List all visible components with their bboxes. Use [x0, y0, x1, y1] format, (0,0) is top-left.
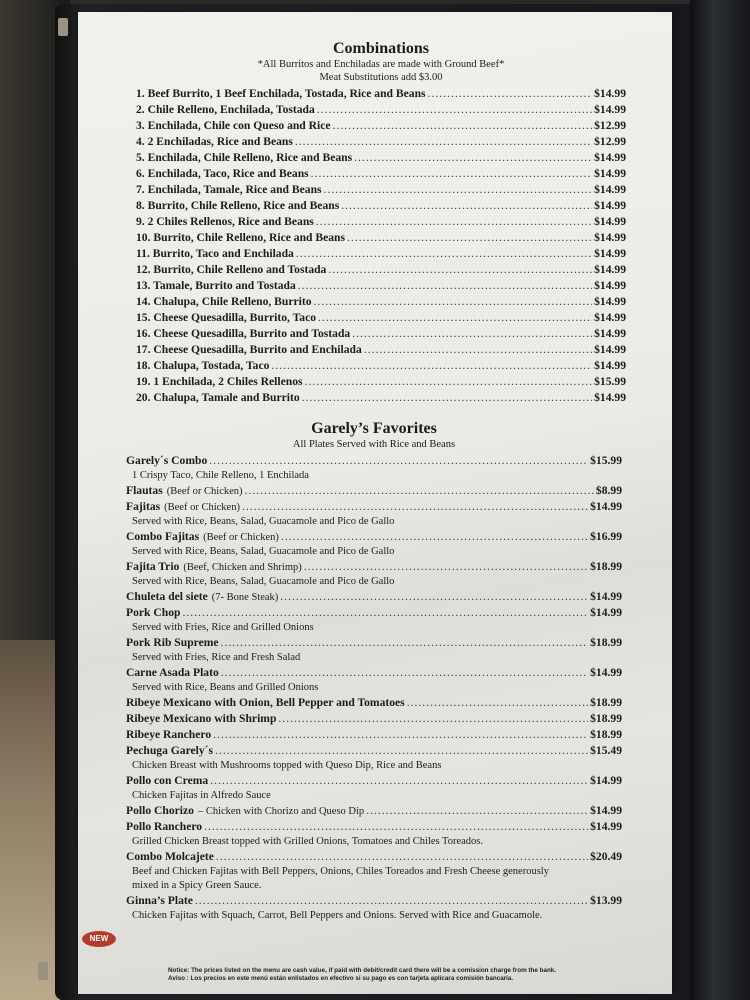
menu-item-name: 7. Enchilada, Tamale, Rice and Beans — [136, 183, 322, 196]
leader-dots — [215, 743, 588, 759]
section-note: All Plates Served with Rice and Beans — [292, 439, 456, 450]
menu-item — [126, 695, 622, 711]
leader-dots — [354, 150, 592, 166]
menu-item-name: Garely´s Combo — [126, 454, 208, 467]
leader-dots — [210, 773, 588, 789]
menu-item-note: (7- Bone Steak) — [211, 592, 279, 603]
menu-item-name: 1. Beef Burrito, 1 Beef Enchilada, Tostada, Rice and Beans — [136, 87, 426, 100]
menu-item-name: 5. Enchilada, Chile Relleno, Rice and Beans — [136, 151, 353, 164]
menu-item-name: Ribeye Ranchero — [126, 728, 212, 741]
menu-item — [136, 262, 626, 278]
menu-item-description: Chicken Fajitas with Squach, Carrot, Bell Peppers and Onions. Served with Rice and Guacamole. — [132, 910, 543, 921]
leader-dots — [221, 665, 588, 681]
leader-dots — [216, 849, 588, 865]
menu-item-note: (Beef or Chicken) — [203, 532, 279, 543]
menu-item — [136, 246, 626, 262]
leader-dots — [245, 483, 594, 499]
menu-item-description: Grilled Chicken Breast topped with Grilled Onions, Tomatoes and Chiles Toreados. — [132, 836, 484, 847]
menu-item-price: $14.99 — [594, 279, 626, 292]
menu-item-name: Ribeye Mexicano with Shrimp — [126, 712, 277, 725]
menu-item — [126, 499, 622, 515]
menu-item-price: $18.99 — [590, 712, 622, 725]
leader-dots — [318, 310, 592, 326]
menu-item-price: $8.99 — [595, 484, 622, 497]
menu-item — [136, 342, 626, 358]
leader-dots — [278, 711, 588, 727]
menu-item-name: Pork Chop — [126, 606, 181, 619]
menu-item-price: $14.99 — [594, 183, 626, 196]
leader-dots — [302, 390, 592, 406]
menu-item — [126, 665, 622, 681]
menu-item-price: $14.99 — [594, 103, 626, 116]
menu-item-price: $14.99 — [594, 391, 626, 404]
leader-dots — [311, 166, 592, 182]
binder-corner — [38, 962, 48, 980]
menu-item-price: $14.99 — [594, 311, 626, 324]
menu-item-price: $14.99 — [594, 87, 626, 100]
menu-item — [136, 310, 626, 326]
menu-item — [126, 635, 622, 651]
menu-item-name: 4. 2 Enchiladas, Rice and Beans — [136, 135, 293, 148]
menu-item-description: Beef and Chicken Fajitas with Bell Peppers, Onions, Chiles Toreados and Fresh Cheese generously — [132, 866, 549, 877]
menu-item-name: 6. Enchilada, Taco, Rice and Beans — [136, 167, 309, 180]
menu-item-name: 3. Enchilada, Chile con Queso and Rice — [136, 119, 331, 132]
leader-dots — [352, 326, 592, 342]
section-note: *All Burritos and Enchiladas are made with Ground Beef* — [257, 59, 505, 70]
binder-spine — [690, 0, 750, 1000]
new-badge: NEW — [82, 931, 116, 947]
menu-item-name: 14. Chalupa, Chile Relleno, Burrito — [136, 295, 312, 308]
menu-item-name: Ginna’s Plate — [126, 894, 193, 907]
binder-corner — [58, 18, 68, 36]
leader-dots — [209, 453, 588, 469]
menu-item-price: $14.99 — [594, 343, 626, 356]
menu-item-price: $14.99 — [594, 295, 626, 308]
menu-item — [136, 390, 626, 406]
leader-dots — [316, 214, 592, 230]
menu-item-price: $15.49 — [590, 744, 622, 757]
menu-item-name: Chuleta del siete — [126, 590, 208, 603]
menu-item-price: $14.99 — [594, 359, 626, 372]
menu-item-price: $15.99 — [590, 454, 622, 467]
menu-item-price: $18.99 — [590, 636, 622, 649]
combo-list — [136, 86, 626, 406]
menu-item — [126, 559, 622, 575]
leader-dots — [182, 605, 588, 621]
menu-item — [126, 711, 622, 727]
leader-dots — [298, 278, 592, 294]
menu-item-price: $14.99 — [590, 804, 622, 817]
menu-item — [126, 849, 622, 865]
menu-item-note: – Chicken with Chorizo and Queso Dip — [197, 806, 365, 817]
leader-dots — [280, 589, 588, 605]
menu-item-name: 19. 1 Enchilada, 2 Chiles Rellenos — [136, 375, 303, 388]
menu-item-name: 2. Chile Relleno, Enchilada, Tostada — [136, 103, 315, 116]
menu-item-name: Pollo Ranchero — [126, 820, 203, 833]
leader-dots — [213, 727, 588, 743]
menu-item-price: $14.99 — [590, 774, 622, 787]
leader-dots — [204, 819, 588, 835]
menu-item-description: Served with Fries, Rice and Grilled Onions — [132, 622, 314, 633]
menu-item-price: $14.99 — [590, 666, 622, 679]
menu-item — [136, 326, 626, 342]
menu-item-name: Pollo Chorizo — [126, 804, 194, 817]
menu-item — [126, 529, 622, 545]
menu-item-price: $18.99 — [590, 560, 622, 573]
menu-item-name: 16. Cheese Quesadilla, Burrito and Tostada — [136, 327, 351, 340]
menu-item — [126, 589, 622, 605]
menu-item-price: $14.99 — [590, 820, 622, 833]
leader-dots — [314, 294, 593, 310]
menu-item — [136, 86, 626, 102]
menu-page — [78, 12, 672, 994]
menu-item-description: Chicken Fajitas in Alfredo Sauce — [132, 790, 271, 801]
leader-dots — [195, 893, 588, 909]
menu-item-name: 17. Cheese Quesadilla, Burrito and Enchilada — [136, 343, 362, 356]
leader-dots — [324, 182, 593, 198]
menu-item — [136, 374, 626, 390]
leader-dots — [333, 118, 593, 134]
menu-item-price: $14.99 — [590, 590, 622, 603]
menu-item-name: Flautas — [126, 484, 163, 497]
leader-dots — [242, 499, 588, 515]
menu-item — [136, 358, 626, 374]
menu-item-note: (Beef or Chicken) — [164, 502, 240, 513]
menu-item-name: 20. Chalupa, Tamale and Burrito — [136, 391, 300, 404]
menu-item-price: $14.99 — [594, 167, 626, 180]
favorites-section — [126, 420, 622, 923]
menu-item-price: $14.99 — [594, 151, 626, 164]
menu-item-name: 10. Burrito, Chile Relleno, Rice and Beans — [136, 231, 346, 244]
menu-item — [136, 198, 626, 214]
leader-dots — [347, 230, 592, 246]
menu-item-name: 15. Cheese Quesadilla, Burrito, Taco — [136, 311, 317, 324]
leader-dots — [221, 635, 589, 651]
menu-item-note: (Beef, Chicken and Shrimp) — [183, 562, 302, 573]
menu-item — [126, 605, 622, 621]
menu-item — [136, 182, 626, 198]
menu-item-price: $14.99 — [594, 327, 626, 340]
menu-item-price: $14.99 — [590, 500, 622, 513]
menu-item-name: 8. Burrito, Chile Relleno, Rice and Beans — [136, 199, 340, 212]
menu-item-description: Served with Rice, Beans, Salad, Guacamole and Pico de Gallo — [132, 576, 395, 587]
menu-item-name: Pechuga Garely´s — [126, 744, 214, 757]
menu-item — [126, 483, 622, 499]
leader-dots — [341, 198, 592, 214]
notice-line: Aviso : Los precios en este menú están enlistados en efectivo si su pago es con tarjeta aplicara comisión bancaria. — [168, 975, 514, 982]
menu-item-name: Fajitas — [126, 500, 161, 513]
menu-item-name: 11. Burrito, Taco and Enchilada — [136, 247, 294, 260]
menu-item-price: $13.99 — [590, 894, 622, 907]
menu-item-name: Combo Molcajete — [126, 850, 214, 863]
combinations-section — [136, 40, 626, 406]
menu-item-name: Pork Rib Supreme — [126, 636, 219, 649]
menu-item — [136, 118, 626, 134]
menu-item-price: $18.99 — [590, 728, 622, 741]
menu-item-name: Combo Fajitas — [126, 530, 200, 543]
section-note: Meat Substitutions add $3.00 — [319, 72, 443, 83]
notice-line: Notice: The prices listed on the menu are cash value, if paid with debit/credit card there will be a comission charge from the bank. — [168, 967, 557, 974]
menu-item-name: 9. 2 Chiles Rellenos, Rice and Beans — [136, 215, 314, 228]
menu-item-name: Ribeye Mexicano with Onion, Bell Pepper and Tomatoes — [126, 696, 405, 709]
leader-dots — [328, 262, 592, 278]
menu-item-price: $12.99 — [594, 135, 626, 148]
background-table — [0, 640, 60, 1000]
leader-dots — [366, 803, 588, 819]
menu-item-description: Served with Fries, Rice and Fresh Salad — [132, 652, 301, 663]
menu-item — [126, 727, 622, 743]
menu-item — [136, 278, 626, 294]
menu-item — [126, 453, 622, 469]
price-notice — [168, 967, 588, 983]
menu-item — [126, 803, 622, 819]
section-title: Combinations — [332, 40, 430, 57]
menu-item — [136, 102, 626, 118]
menu-item — [136, 214, 626, 230]
menu-item — [136, 294, 626, 310]
leader-dots — [407, 695, 588, 711]
leader-dots — [364, 342, 592, 358]
menu-item-price: $14.99 — [594, 247, 626, 260]
menu-item-description: Chicken Breast with Mushrooms topped with Queso Dip, Rice and Beans — [132, 760, 442, 771]
leader-dots — [295, 134, 592, 150]
menu-item-price: $15.99 — [594, 375, 626, 388]
menu-item-price: $20.49 — [590, 850, 622, 863]
menu-item — [126, 743, 622, 759]
menu-item-price: $14.99 — [594, 263, 626, 276]
leader-dots — [296, 246, 592, 262]
menu-item-price: $16.99 — [590, 530, 622, 543]
menu-item-name: 13. Tamale, Burrito and Tostada — [136, 279, 296, 292]
menu-item-name: 18. Chalupa, Tostada, Taco — [136, 359, 270, 372]
leader-dots — [305, 374, 593, 390]
menu-item-price: $14.99 — [590, 606, 622, 619]
menu-item-price: $18.99 — [590, 696, 622, 709]
menu-item-description: mixed in a Spicy Green Sauce. — [132, 880, 262, 891]
section-title: Garely’s Favorites — [311, 420, 437, 437]
menu-item-name: Fajita Trio — [126, 560, 180, 573]
menu-item-description: 1 Crispy Taco, Chile Relleno, 1 Enchilada — [132, 470, 309, 481]
menu-item-price: $14.99 — [594, 231, 626, 244]
leader-dots — [281, 529, 588, 545]
menu-item-description: Served with Rice, Beans, Salad, Guacamole and Pico de Gallo — [132, 516, 395, 527]
leader-dots — [428, 86, 593, 102]
favorites-list — [126, 453, 622, 923]
menu-item — [136, 230, 626, 246]
menu-item-name: 12. Burrito, Chile Relleno and Tostada — [136, 263, 327, 276]
leader-dots — [271, 358, 592, 374]
leader-dots — [304, 559, 588, 575]
menu-item-name: Carne Asada Plato — [126, 666, 219, 679]
menu-item-note: (Beef or Chicken) — [166, 486, 243, 497]
menu-item — [126, 773, 622, 789]
menu-item-price: $14.99 — [594, 215, 626, 228]
menu-item-price: $12.99 — [594, 119, 626, 132]
menu-item — [126, 893, 622, 909]
menu-item-name: Pollo con Crema — [126, 774, 209, 787]
menu-item — [136, 150, 626, 166]
menu-item — [136, 134, 626, 150]
menu-item — [136, 166, 626, 182]
menu-item — [126, 819, 622, 835]
menu-item-description: Served with Rice, Beans and Grilled Onions — [132, 682, 319, 693]
menu-item-description: Served with Rice, Beans, Salad, Guacamole and Pico de Gallo — [132, 546, 395, 557]
leader-dots — [317, 102, 592, 118]
menu-item-price: $14.99 — [594, 199, 626, 212]
